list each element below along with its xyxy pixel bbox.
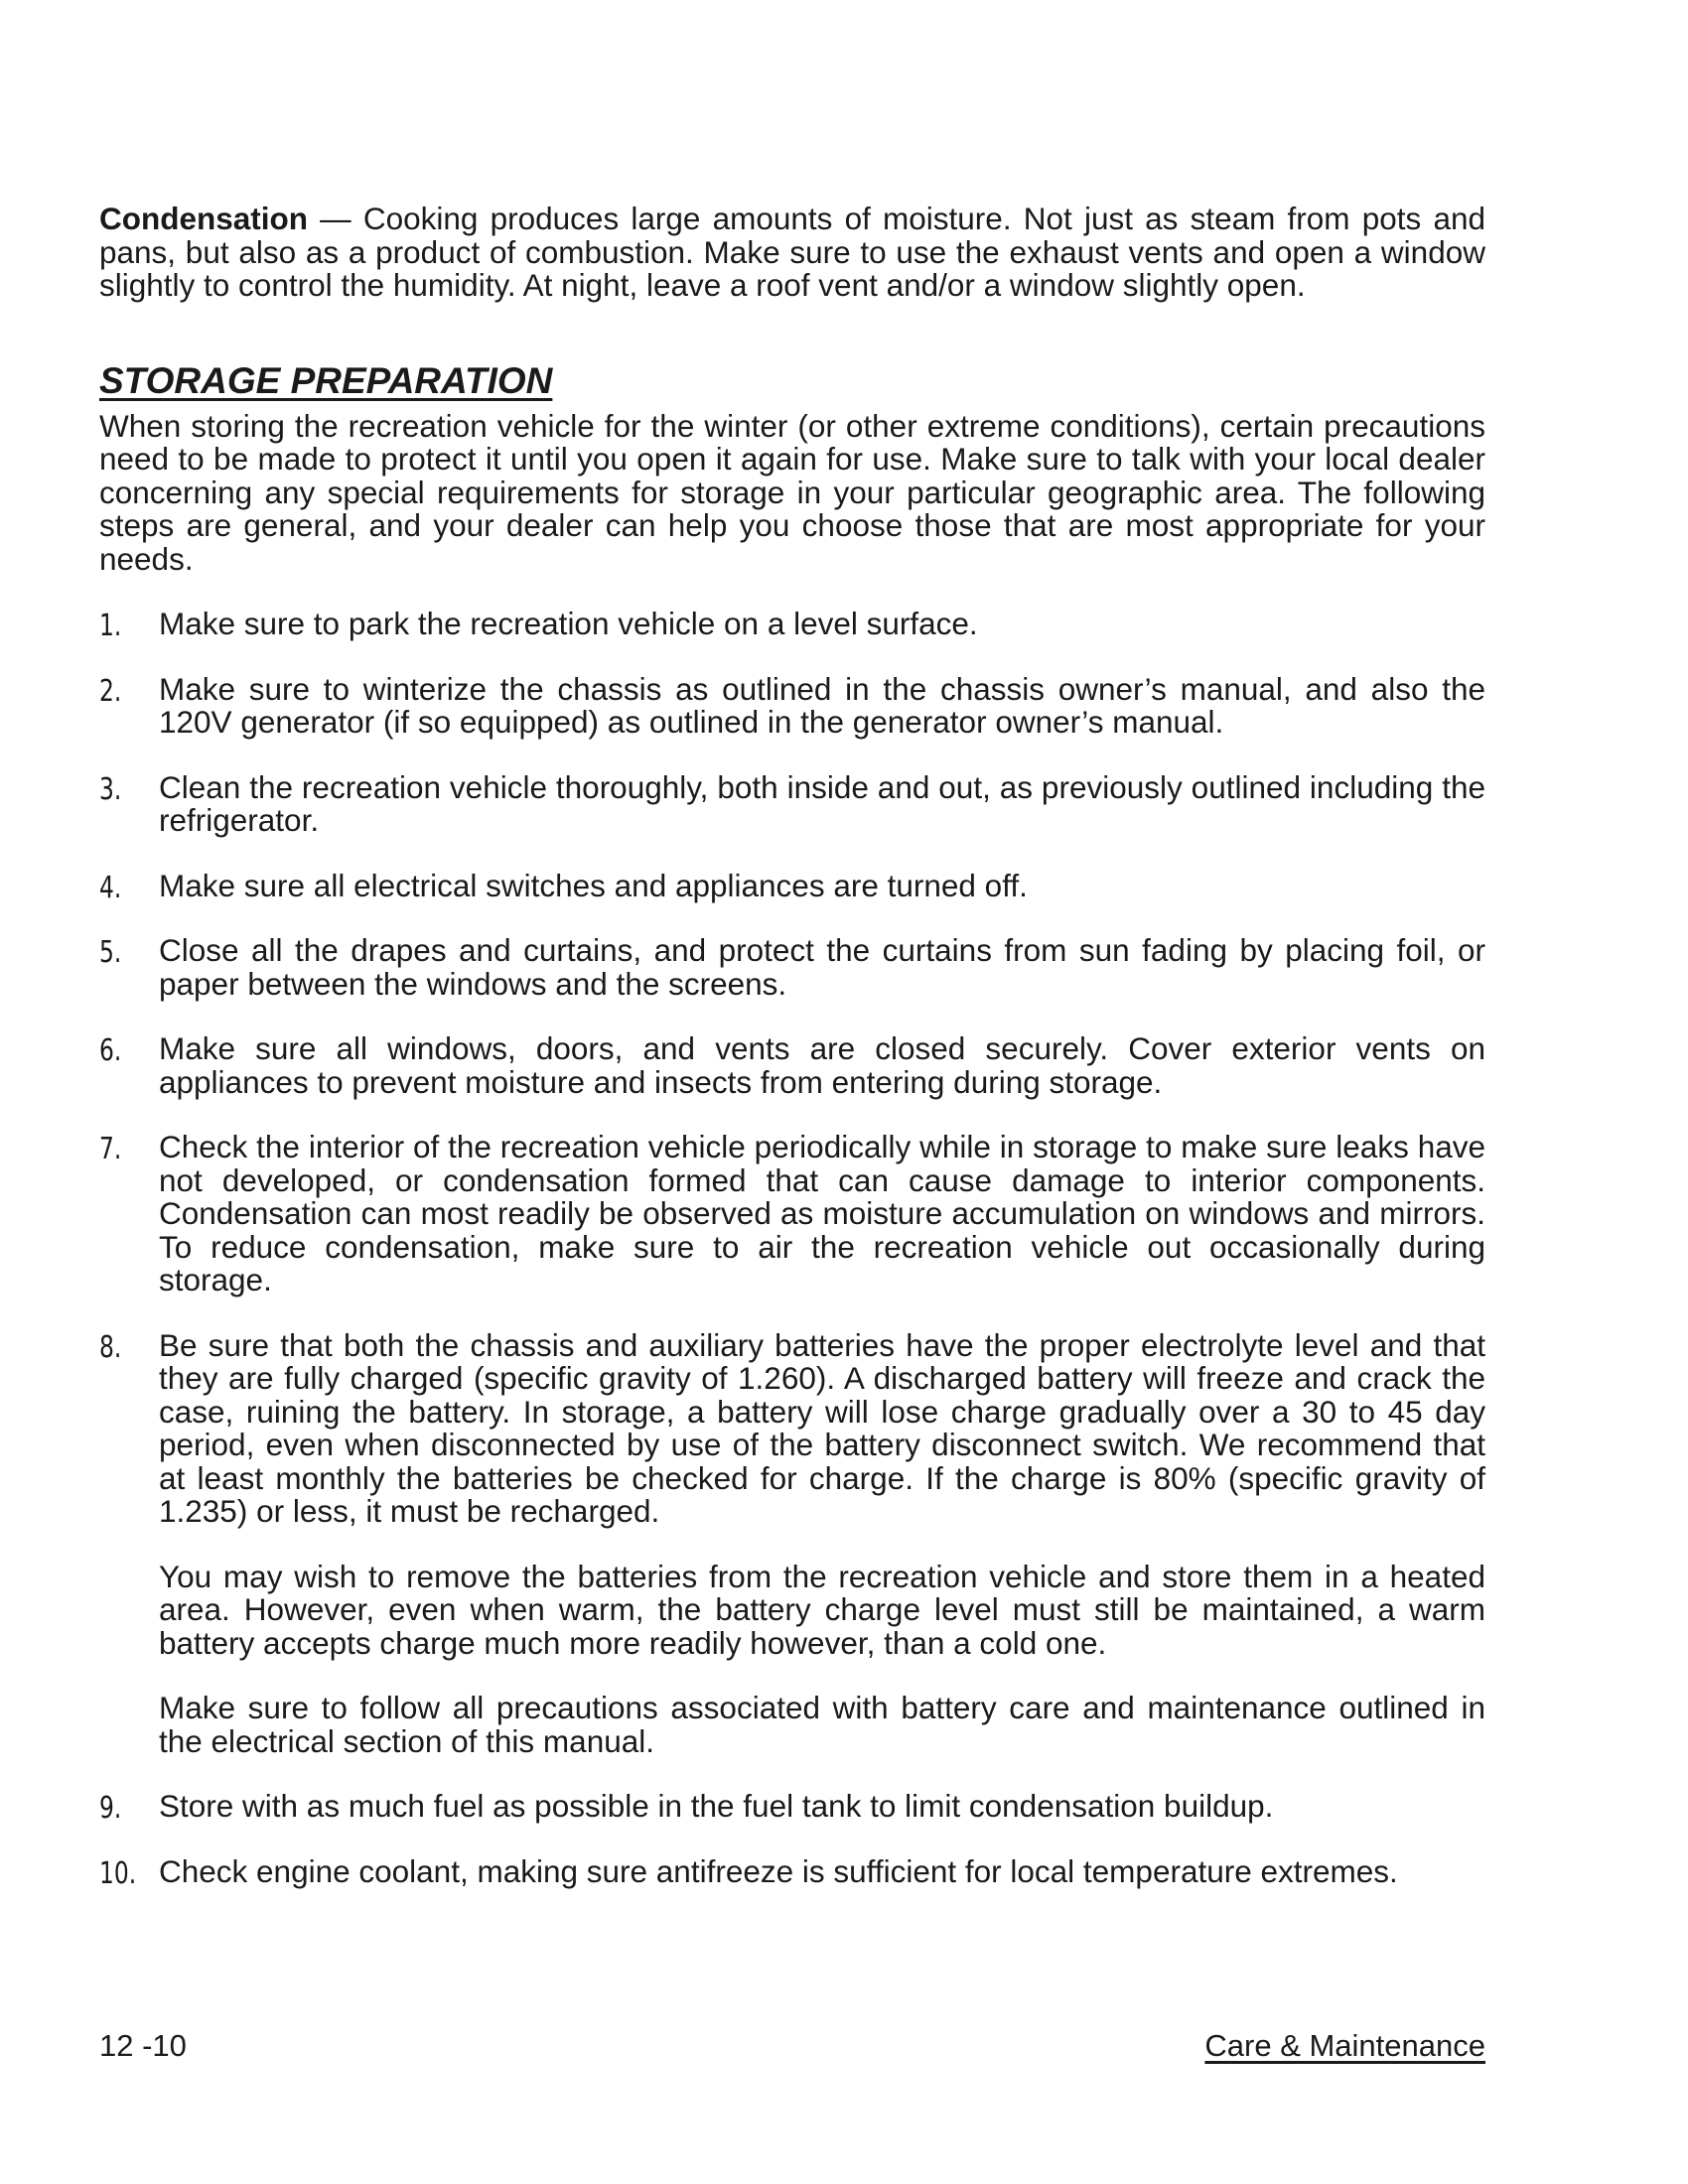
section-heading: STORAGE PREPARATION	[99, 359, 553, 401]
step-text: Store with as much fuel as possible in the fuel tank to limit condensation buildup.	[159, 1788, 1274, 1824]
storage-step	[99, 670, 1485, 740]
step-text: You may wish to remove the batteries from the recreation vehicle and store them in a heated area. However, even when warm, the battery charge level must still be maintained, a warm battery accepts charge much more readily however, than a cold one.	[159, 1558, 1485, 1661]
condensation-paragraph	[99, 203, 1485, 303]
condensation-text: — Cooking produces large amounts of moisture. Not just as steam from pots and pans, but also as a product of combustion. Make sure to use the exhaust vents and open a window slightly to control the humidity. At night, leave a roof vent and/or a window slightly open.	[99, 201, 1485, 303]
storage-step	[99, 1852, 1485, 1891]
step-number: 3.	[99, 771, 122, 807]
storage-step	[99, 1326, 1485, 1759]
page-number: 12 -10	[99, 2028, 187, 2063]
footer-section-name: Care & Maintenance	[1204, 2028, 1485, 2063]
storage-step	[99, 934, 1485, 1001]
step-text: Clean the recreation vehicle thoroughly, both inside and out, as previously outlined including the refrigerator.	[159, 768, 1485, 838]
condensation-title: Condensation	[99, 201, 308, 236]
step-text: Close all the drapes and curtains, and protect the curtains from sun fading by placing foil, or paper between the windows and the screens.	[159, 932, 1485, 1002]
storage-step	[99, 867, 1485, 905]
step-number: 10.	[99, 1855, 137, 1891]
storage-step	[99, 1131, 1485, 1297]
step-number: 9.	[99, 1791, 122, 1826]
storage-intro: When storing the recreation vehicle for the winter (or other extreme conditions), certain precautions need to be made to protect it until you open it again for use. Make sure to talk with your local dealer concerning any special requirements for storage in your particular geographic area. The following steps are general, and your dealer can help you choose those that are most appropriate for your needs.	[99, 407, 1485, 577]
storage-step	[99, 768, 1485, 838]
page-body	[99, 203, 1485, 1920]
step-text: Check the interior of the recreation vehicle periodically while in storage to make sure leaks have not developed, or condensation formed that can cause damage to interior components. Condensation can most readily be observed as moisture accumulation on windows and mirrors. To reduce condensation, make sure to air the recreation vehicle out occasionally during storage.	[159, 1129, 1485, 1297]
step-text: Make sure to park the recreation vehicle on a level surface.	[159, 606, 978, 641]
step-text: Be sure that both the chassis and auxiliary batteries have the proper electrolyte level and that they are fully charged (specific gravity of 1.260). A discharged battery will freeze and crack the case, ruining the battery. In storage, a battery will lose charge gradually over a 30 to 45 day period, even when disconnected by use of the battery disconnect switch. We recommend that at least monthly the batteries be checked for charge. If the charge is 80% (specific gravity of 1.235) or less, it must be recharged.	[159, 1326, 1485, 1529]
step-text: Make sure all electrical switches and appliances are turned off.	[159, 867, 1028, 903]
step-number: 6.	[99, 1033, 122, 1068]
step-number: 1.	[99, 609, 122, 643]
storage-steps-list	[99, 606, 1485, 1891]
step-number: 2.	[99, 673, 122, 709]
storage-step	[99, 1032, 1485, 1099]
step-text: Make sure to winterize the chassis as outlined in the chassis owner’s manual, and also the 120V generator (if so equipped) as outlined in the generator owner’s manual.	[159, 670, 1485, 740]
step-number: 7.	[99, 1132, 122, 1166]
step-number: 5.	[99, 935, 122, 970]
step-number: 4.	[99, 870, 122, 905]
step-text: Make sure all windows, doors, and vents are closed securely. Cover exterior vents on appliances to prevent moisture and insects from entering during storage.	[159, 1030, 1485, 1100]
storage-step	[99, 608, 1485, 641]
step-text: Make sure to follow all precautions associated with battery care and maintenance outlined in the electrical section of this manual.	[159, 1690, 1485, 1759]
step-number: 8.	[99, 1329, 122, 1365]
step-text: Check engine coolant, making sure antifreeze is sufficient for local temperature extremes.	[159, 1852, 1398, 1889]
storage-step	[99, 1790, 1485, 1824]
